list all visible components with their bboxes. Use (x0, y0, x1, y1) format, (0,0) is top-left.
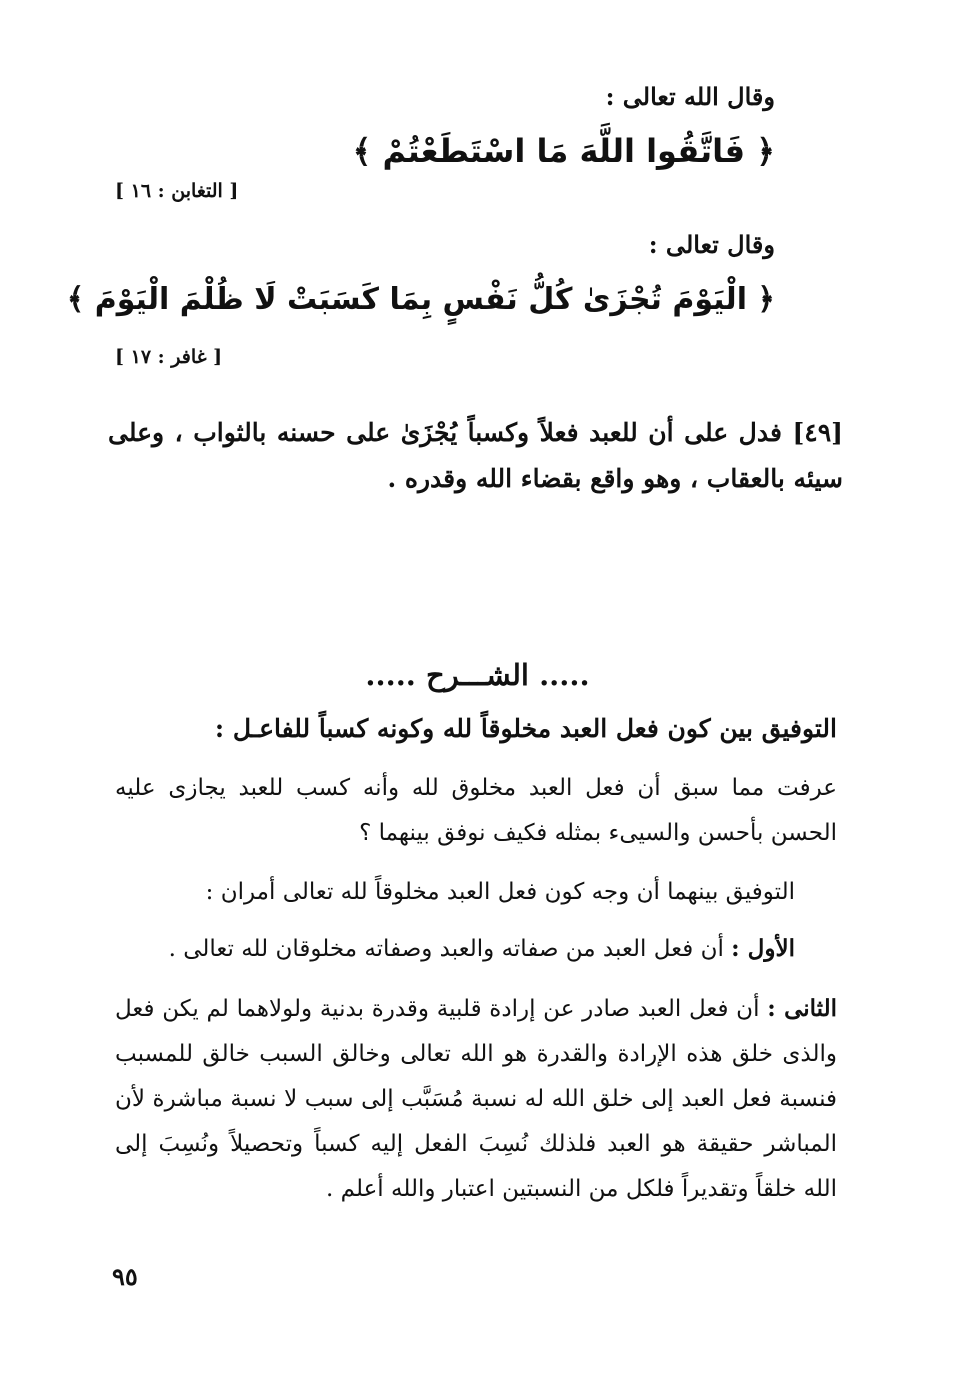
commentary-first-point (115, 926, 795, 972)
first-point-text: أن فعل العبد من صفاته والعبد وصفاته مخلوقان لله تعالى . (168, 936, 724, 962)
commentary-answer-intro: التوفيق بينهما أن وجه كون فعل العبد مخلوقاً لله تعالى أمران : (205, 879, 795, 905)
second-point-text: أن فعل العبد صادر عن إرادة قلبية وقدرة بدنية ولولاهما لم يكن فعل والذى خلق هذه الإرادة والقدرة هو الله تعالى وخالق السبب خالق للمسبب فنسبة فعل العبد إلى خلق الله له نسبة مُسَبَّب إلى سبب لا نسبة مباشرة لأن المباشر حقيقة هو العبد فلذلك نُسِبَ الفعل إليه كسباً وتحصيلاً ونُسِبَ إلى الله خلقاً وتقديراً فلكل من النسبتين اعتبار والله أعلم . (115, 996, 837, 1202)
paragraph-49-text: فدل على أن للعبد فعلاً وكسباً يُجْزَىٰ على حسنه بالثواب ، وعلى سيئه بالعقاب ، وهو واقع بقضاء الله وقدره . (108, 418, 843, 493)
commentary-title: ..... الشـــرح ..... (365, 658, 590, 692)
page-number: ٩٥ (112, 1262, 138, 1291)
quote-1-verse: ﴿ فَاتَّقُوا اللَّهَ مَا اسْتَطَعْتُمْ ﴾ (352, 132, 775, 170)
commentary-second-point (115, 986, 837, 1212)
commentary-subheading: التوفيق بين كون فعل العبد مخلوقاً لله وكونه كسباً للفاعـل : (214, 714, 837, 743)
quote-2-reference: [ غافر : ١٧ ] (115, 346, 223, 368)
paragraph-49-number: [٤٩] (792, 418, 843, 447)
quote-1-reference: [ التغابن : ١٦ ] (115, 180, 239, 202)
quote-2-verse: ﴿ الْيَوْمَ تُجْزَىٰ كُلُّ نَفْسٍ بِمَا كَسَبَتْ لَا ظُلْمَ الْيَوْمَ ﴾ (66, 282, 775, 317)
paragraph-49 (108, 410, 843, 502)
first-point-label: الأول : (731, 935, 795, 962)
quote-1-intro: وقال الله تعالى : (605, 82, 775, 111)
second-point-label: الثانى : (767, 995, 838, 1022)
commentary-question: عرفت مما سبق أن فعل العبد مخلوق لله وأنه كسب للعبد يجازى عليه الحسن بأحسن والسيىء بمثله فكيف نوفق بينهما ؟ (115, 775, 837, 846)
quote-2-intro: وقال تعالى : (648, 230, 775, 259)
